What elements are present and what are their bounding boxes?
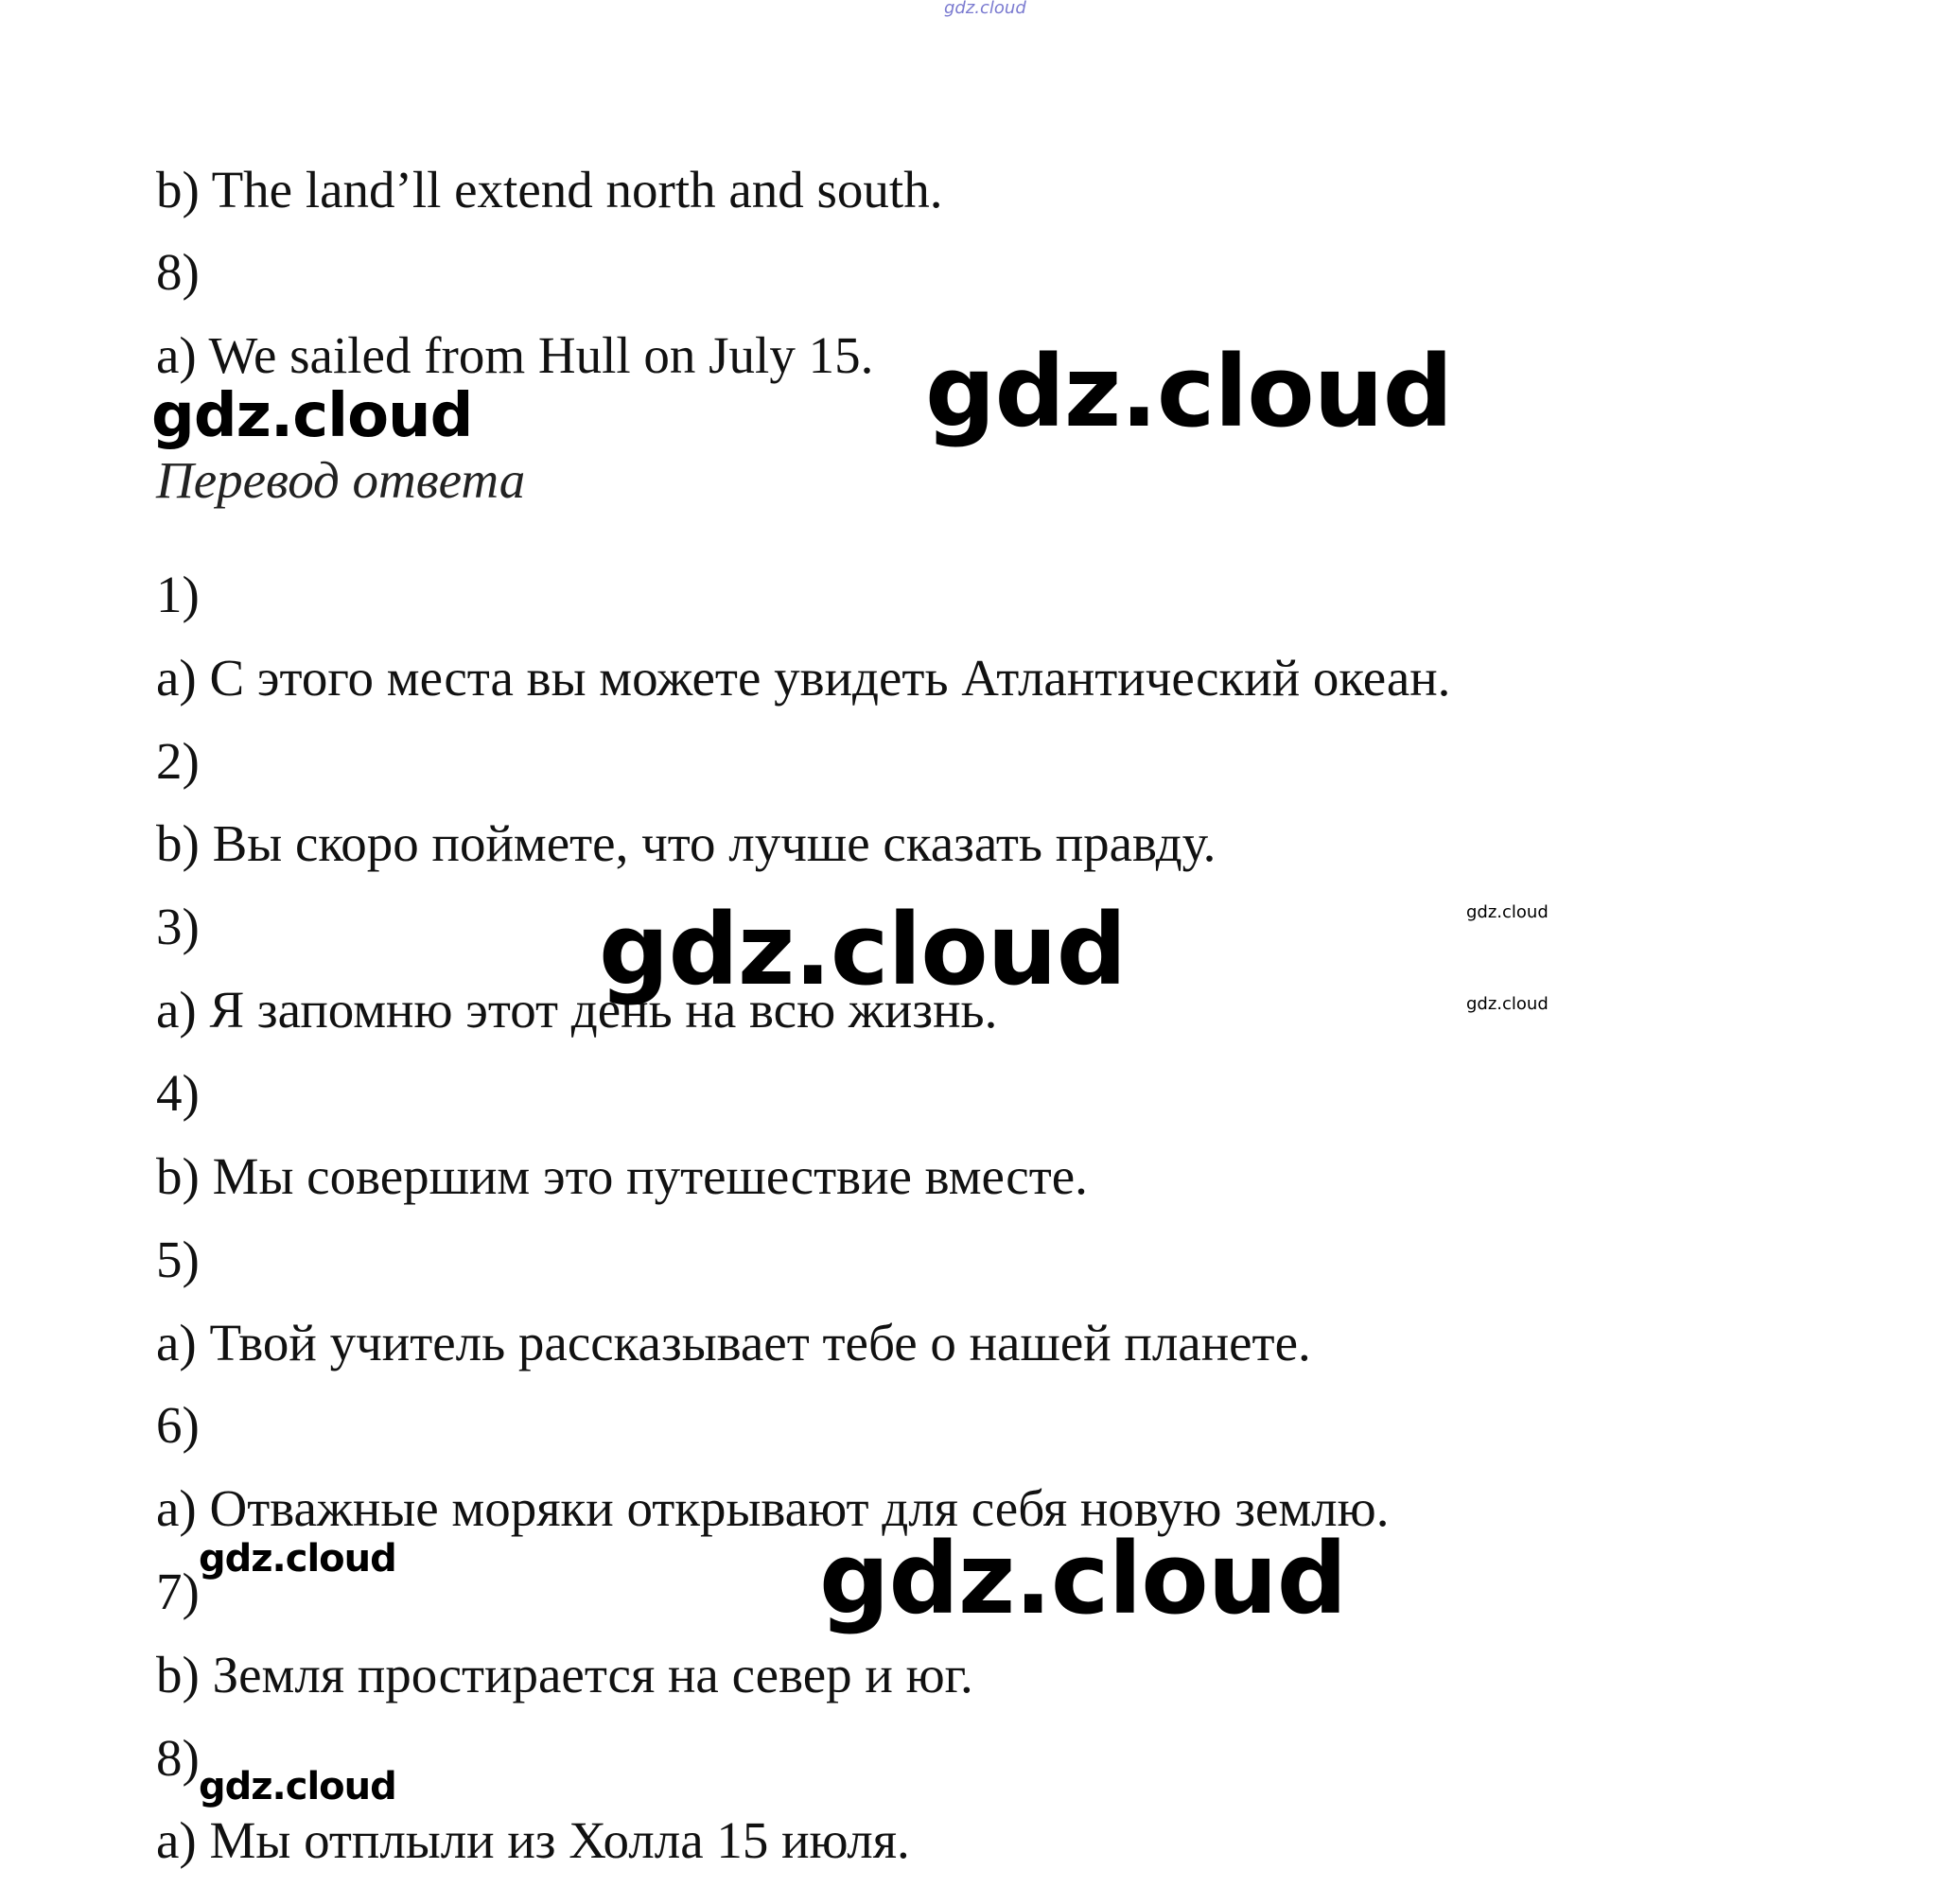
answer-line: a) We sailed from Hull on July 15. [156, 326, 874, 384]
translation-line: b) Мы совершим это путешествие вместе. [156, 1147, 1088, 1205]
translation-line: a) Я запомню этот день на всю жизнь. [156, 981, 998, 1039]
translation-number: 3) [156, 898, 200, 955]
translation-number: 7) [156, 1563, 200, 1620]
translation-line: a) Отважные моряки открывают для себя новую землю. [156, 1479, 1390, 1537]
translation-line: b) Вы скоро поймете, что лучше сказать правду. [156, 814, 1217, 872]
watermark-text: gdz.cloud [819, 1521, 1347, 1636]
translation-number: 8) [156, 1729, 200, 1787]
watermark-text: gdz.cloud [199, 1537, 396, 1581]
translation-heading: Перевод ответа [156, 451, 526, 509]
watermark-text: gdz.cloud [1466, 994, 1549, 1014]
watermark-top: gdz.cloud [944, 0, 1026, 18]
translation-line: b) Земля простирается на север и юг. [156, 1646, 973, 1703]
translation-number: 5) [156, 1231, 200, 1288]
translation-number: 2) [156, 732, 200, 790]
watermark-text: gdz.cloud [599, 892, 1127, 1007]
answer-line: b) The land’ll extend north and south. [156, 161, 943, 218]
translation-number: 1) [156, 566, 200, 623]
translation-number: 4) [156, 1064, 200, 1122]
translation-number: 6) [156, 1396, 200, 1454]
watermark-text: gdz.cloud [925, 334, 1453, 449]
watermark-text: gdz.cloud [151, 381, 473, 451]
watermark-text: gdz.cloud [1466, 902, 1549, 922]
answer-number: 8) [156, 243, 200, 301]
translation-line: a) Мы отплыли из Холла 15 июля. [156, 1811, 910, 1869]
translation-line: a) С этого места вы можете увидеть Атлантический океан. [156, 649, 1451, 707]
watermark-text: gdz.cloud [199, 1765, 396, 1808]
translation-line: a) Твой учитель рассказывает тебе о нашей планете. [156, 1314, 1311, 1371]
